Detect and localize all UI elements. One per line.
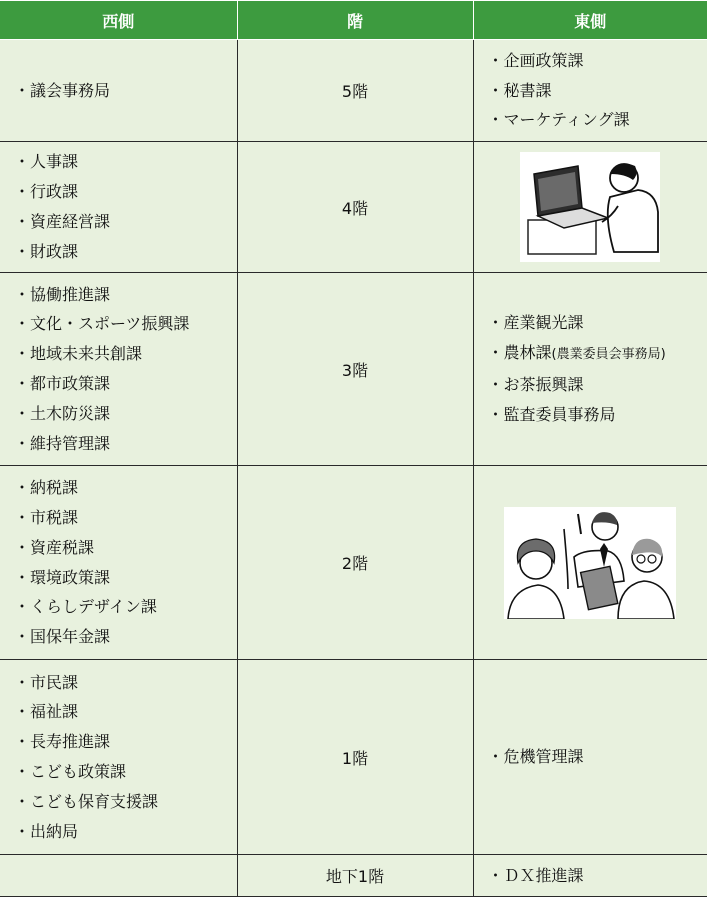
department-list: [474, 861, 707, 891]
floor-label: 3階: [237, 273, 473, 466]
department-item: ・ 納税課: [14, 473, 237, 503]
department-item: ・ 企画政策課: [488, 46, 707, 76]
department-item: ・ くらしデザイン課: [14, 592, 237, 622]
department-list: [474, 742, 707, 772]
department-note: (農業委員会事務局): [551, 347, 666, 363]
department-item: ・ 出納局: [14, 817, 237, 847]
department-item: ・ 都市政策課: [14, 369, 237, 399]
floor-row-2: [0, 466, 707, 660]
department-item: ・ 議会事務局: [14, 76, 237, 106]
east-cell: [473, 466, 707, 660]
floor-label: 5階: [237, 40, 473, 142]
department-item: ・ 協働推進課: [14, 280, 237, 310]
department-item: ・ 監査委員事務局: [488, 400, 707, 430]
floor-label: 1階: [237, 660, 473, 855]
department-item: ・ マーケティング課: [488, 105, 707, 135]
department-item: ・ 財政課: [14, 237, 237, 267]
department-list: [0, 668, 237, 847]
department-item: [488, 338, 707, 370]
floor-row-5: [0, 40, 707, 142]
department-item: ・ 長寿推進課: [14, 727, 237, 757]
department-item: ・ 危機管理課: [488, 742, 707, 772]
department-list: [474, 46, 707, 135]
floor-row-3: [0, 273, 707, 466]
department-list: [0, 473, 237, 652]
west-cell: [0, 855, 237, 897]
west-cell: [0, 40, 237, 142]
department-item: ・ 資産経営課: [14, 207, 237, 237]
east-cell: [473, 660, 707, 855]
department-item: ・ 秘書課: [488, 76, 707, 106]
department-item: ・ 文化・スポーツ振興課: [14, 309, 237, 339]
department-list: [0, 76, 237, 106]
west-cell: [0, 142, 237, 273]
floor-row-4: [0, 142, 707, 273]
east-cell: [473, 855, 707, 897]
west-cell: [0, 466, 237, 660]
department-item: ・ 市税課: [14, 503, 237, 533]
department-list: [0, 147, 237, 266]
header-row: [0, 1, 707, 40]
west-cell: [0, 660, 237, 855]
department-item: ・ 人事課: [14, 147, 237, 177]
department-item: ・ こども保育支援課: [14, 787, 237, 817]
floor-row-b1: [0, 855, 707, 897]
department-item: ・ 市民課: [14, 668, 237, 698]
department-item: ・ 資産税課: [14, 533, 237, 563]
department-item: ・ 維持管理課: [14, 429, 237, 459]
department-list: [0, 280, 237, 459]
header-floor: 階: [237, 1, 473, 40]
department-item: ・ 国保年金課: [14, 622, 237, 652]
east-cell: [473, 273, 707, 466]
staff-helping-elderly-couple-illustration: [504, 507, 676, 619]
department-item: ・ 土木防災課: [14, 399, 237, 429]
floor-label: 地下1階: [237, 855, 473, 897]
department-item: ・ 地域未来共創課: [14, 339, 237, 369]
header-east: 東側: [473, 1, 707, 40]
floor-label: 2階: [237, 466, 473, 660]
department-item: ・ 環境政策課: [14, 563, 237, 593]
east-cell: [473, 40, 707, 142]
department-item: ・ 産業観光課: [488, 308, 707, 338]
department-item: ・ 福祉課: [14, 697, 237, 727]
floor-row-1: [0, 660, 707, 855]
person-at-laptop-illustration: [520, 152, 660, 262]
west-cell: [0, 273, 237, 466]
department-name: 農林課: [503, 343, 552, 363]
department-item: ・ こども政策課: [14, 757, 237, 787]
floor-label: 4階: [237, 142, 473, 273]
east-cell: [473, 142, 707, 273]
department-item: ・ お茶振興課: [488, 370, 707, 400]
department-item: ・ 行政課: [14, 177, 237, 207]
header-west: 西側: [0, 1, 237, 40]
department-list: [474, 308, 707, 429]
department-item: ・ ＤＸ推進課: [488, 861, 707, 891]
